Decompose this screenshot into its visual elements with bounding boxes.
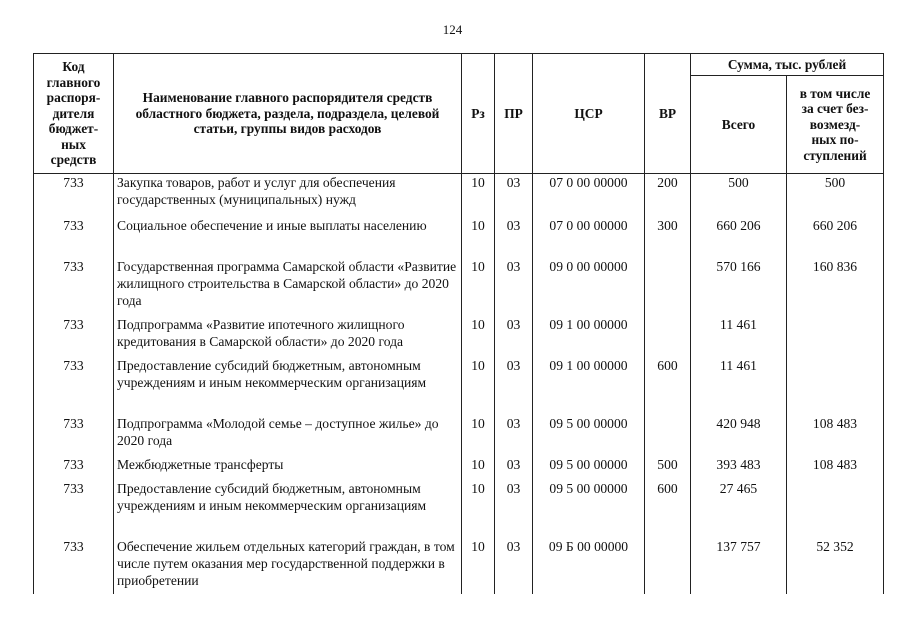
table-header — [34, 54, 884, 174]
cell-code: 733 — [34, 454, 114, 478]
cell-vr: 300 — [645, 215, 691, 256]
cell-csr: 09 5 00 00000 — [533, 478, 645, 536]
cell-free: 108 483 — [787, 454, 884, 478]
cell-total: 660 206 — [691, 215, 787, 256]
cell-total: 393 483 — [691, 454, 787, 478]
cell-name: Закупка товаров, работ и услуг для обеспечения государственных (муниципальных) нужд — [114, 174, 462, 215]
cell-csr: 09 1 00 00000 — [533, 355, 645, 413]
table-row — [34, 454, 884, 478]
cell-vr — [645, 413, 691, 454]
cell-rz: 10 — [462, 256, 495, 314]
cell-pr: 03 — [495, 174, 533, 215]
cell-total: 420 948 — [691, 413, 787, 454]
cell-code: 733 — [34, 355, 114, 413]
cell-csr: 09 0 00 00000 — [533, 256, 645, 314]
cell-pr: 03 — [495, 215, 533, 256]
table-row — [34, 478, 884, 536]
cell-total: 137 757 — [691, 536, 787, 594]
cell-free: 160 836 — [787, 256, 884, 314]
cell-free — [787, 314, 884, 355]
cell-total: 11 461 — [691, 314, 787, 355]
cell-csr: 09 1 00 00000 — [533, 314, 645, 355]
table-row — [34, 536, 884, 594]
cell-code: 733 — [34, 256, 114, 314]
cell-pr: 03 — [495, 454, 533, 478]
cell-vr: 500 — [645, 454, 691, 478]
cell-code: 733 — [34, 215, 114, 256]
cell-name: Межбюджетные трансферты — [114, 454, 462, 478]
cell-rz: 10 — [462, 413, 495, 454]
cell-pr: 03 — [495, 413, 533, 454]
cell-name: Социальное обеспечение и иные выплаты населению — [114, 215, 462, 256]
header-free: в том числе за счет без- возмезд- ных по- ступлений — [787, 76, 884, 174]
header-code: Код главного распоря- дителя бюджет- ных средств — [34, 54, 114, 174]
table-row — [34, 355, 884, 413]
header-pr: ПР — [495, 54, 533, 174]
cell-free: 660 206 — [787, 215, 884, 256]
cell-free: 500 — [787, 174, 884, 215]
budget-table — [33, 53, 884, 594]
cell-pr: 03 — [495, 256, 533, 314]
cell-rz: 10 — [462, 215, 495, 256]
table-row — [34, 256, 884, 314]
header-name: Наименование главного распорядителя средств областного бюджета, раздела, подраздела, целевой статьи, группы видов расходов — [114, 54, 462, 174]
cell-vr — [645, 314, 691, 355]
cell-vr — [645, 256, 691, 314]
cell-rz: 10 — [462, 314, 495, 355]
cell-total: 27 465 — [691, 478, 787, 536]
cell-vr: 600 — [645, 478, 691, 536]
cell-rz: 10 — [462, 174, 495, 215]
table-row — [34, 314, 884, 355]
cell-name: Подпрограмма «Развитие ипотечного жилищного кредитования в Самарской области» до 2020 года — [114, 314, 462, 355]
table-row — [34, 215, 884, 256]
cell-name: Государственная программа Самарской области «Развитие жилищного строительства в Самарской области» до 2020 года — [114, 256, 462, 314]
cell-name: Обеспечение жильем отдельных категорий граждан, в том числе путем оказания мер государственной поддержки в приобретении — [114, 536, 462, 594]
header-total: Всего — [691, 76, 787, 174]
cell-code: 733 — [34, 536, 114, 594]
cell-total: 570 166 — [691, 256, 787, 314]
cell-pr: 03 — [495, 478, 533, 536]
cell-total: 500 — [691, 174, 787, 215]
cell-name: Предоставление субсидий бюджетным, автономным учреждениям и иным некоммерческим организациям — [114, 355, 462, 413]
header-rz: Рз — [462, 54, 495, 174]
cell-total: 11 461 — [691, 355, 787, 413]
cell-name: Предоставление субсидий бюджетным, автономным учреждениям и иным некоммерческим организациям — [114, 478, 462, 536]
cell-free: 108 483 — [787, 413, 884, 454]
cell-free — [787, 355, 884, 413]
cell-pr: 03 — [495, 536, 533, 594]
cell-free: 52 352 — [787, 536, 884, 594]
cell-vr — [645, 536, 691, 594]
cell-csr: 09 5 00 00000 — [533, 454, 645, 478]
cell-vr: 600 — [645, 355, 691, 413]
cell-csr: 09 Б 00 00000 — [533, 536, 645, 594]
cell-rz: 10 — [462, 454, 495, 478]
cell-csr: 09 5 00 00000 — [533, 413, 645, 454]
page-number: 124 — [442, 22, 463, 37]
cell-pr: 03 — [495, 355, 533, 413]
cell-name: Подпрограмма «Молодой семье – доступное жилье» до 2020 года — [114, 413, 462, 454]
cell-csr: 07 0 00 00000 — [533, 174, 645, 215]
cell-pr: 03 — [495, 314, 533, 355]
cell-csr: 07 0 00 00000 — [533, 215, 645, 256]
header-vr: ВР — [645, 54, 691, 174]
cell-code: 733 — [34, 413, 114, 454]
table-body — [34, 174, 884, 594]
cell-rz: 10 — [462, 355, 495, 413]
header-csr: ЦСР — [533, 54, 645, 174]
cell-code: 733 — [34, 478, 114, 536]
cell-code: 733 — [34, 314, 114, 355]
table-row — [34, 413, 884, 454]
table-row — [34, 174, 884, 215]
cell-free — [787, 478, 884, 536]
cell-rz: 10 — [462, 536, 495, 594]
cell-code: 733 — [34, 174, 114, 215]
cell-rz: 10 — [462, 478, 495, 536]
header-sum: Сумма, тыс. рублей — [691, 54, 884, 76]
cell-vr: 200 — [645, 174, 691, 215]
